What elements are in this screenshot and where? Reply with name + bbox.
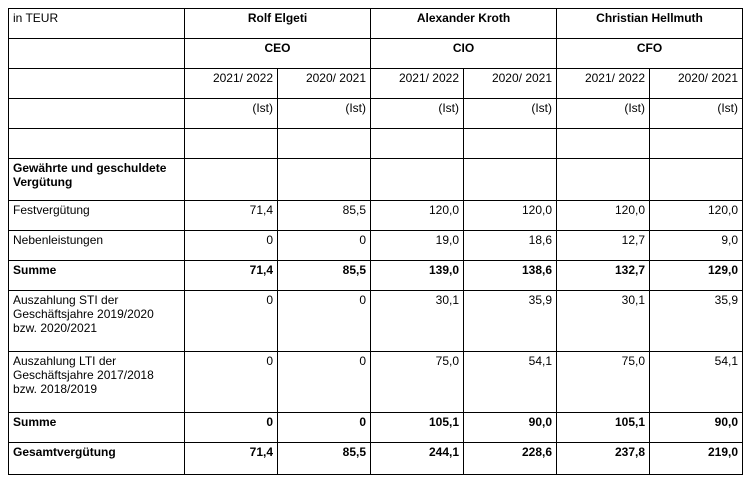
value-cell: 0 [278, 413, 371, 443]
value-cell: 105,1 [557, 413, 650, 443]
ist-label: (Ist) [464, 99, 557, 129]
value-cell: 120,0 [464, 201, 557, 231]
table-row-summe-1 [9, 261, 743, 291]
value-cell: 0 [278, 352, 371, 413]
value-cell: 9,0 [650, 231, 743, 261]
value-cell: 138,6 [464, 261, 557, 291]
value-cell: 228,6 [464, 443, 557, 475]
empty-cell [371, 129, 464, 159]
table-row-lti [9, 352, 743, 413]
table-row-summe-2 [9, 413, 743, 443]
row-label: Summe [9, 413, 185, 443]
year-header: 2020/ 2021 [278, 69, 371, 99]
empty-cell [185, 129, 278, 159]
year-header: 2020/ 2021 [650, 69, 743, 99]
ist-row [9, 99, 743, 129]
row-label: Summe [9, 261, 185, 291]
value-cell: 71,4 [185, 443, 278, 475]
value-cell: 139,0 [371, 261, 464, 291]
unit-label: in TEUR [9, 9, 185, 39]
empty-cell [278, 129, 371, 159]
value-cell: 35,9 [464, 291, 557, 352]
value-cell: 71,4 [185, 201, 278, 231]
value-cell: 237,8 [557, 443, 650, 475]
ist-label: (Ist) [557, 99, 650, 129]
row-label: Nebenleistungen [9, 231, 185, 261]
value-cell: 0 [185, 291, 278, 352]
value-cell: 85,5 [278, 443, 371, 475]
empty-cell [9, 99, 185, 129]
executive-name-cio: Alexander Kroth [371, 9, 557, 39]
table-row-sti [9, 291, 743, 352]
value-cell: 71,4 [185, 261, 278, 291]
executive-role-cio: CIO [371, 39, 557, 69]
empty-cell [9, 39, 185, 69]
value-cell: 219,0 [650, 443, 743, 475]
empty-cell [650, 129, 743, 159]
value-cell: 132,7 [557, 261, 650, 291]
section-label: Gewährte und geschuldete Vergütung [9, 159, 185, 201]
value-cell: 75,0 [371, 352, 464, 413]
executive-role-ceo: CEO [185, 39, 371, 69]
ist-label: (Ist) [650, 99, 743, 129]
table-row-gesamtverguetung [9, 443, 743, 475]
empty-cell [371, 159, 464, 201]
executive-name-ceo: Rolf Elgeti [185, 9, 371, 39]
empty-cell [557, 159, 650, 201]
value-cell: 120,0 [557, 201, 650, 231]
value-cell: 54,1 [464, 352, 557, 413]
section-header-row [9, 159, 743, 201]
executive-role-cfo: CFO [557, 39, 743, 69]
table-row-nebenleistungen [9, 231, 743, 261]
row-label: Auszahlung LTI der Geschäftsjahre 2017/2018 bzw. 2018/2019 [9, 352, 185, 413]
value-cell: 90,0 [650, 413, 743, 443]
value-cell: 105,1 [371, 413, 464, 443]
value-cell: 120,0 [371, 201, 464, 231]
value-cell: 30,1 [371, 291, 464, 352]
year-header: 2020/ 2021 [464, 69, 557, 99]
value-cell: 12,7 [557, 231, 650, 261]
empty-cell [557, 129, 650, 159]
value-cell: 0 [185, 413, 278, 443]
table-row-festverguetung [9, 201, 743, 231]
value-cell: 30,1 [557, 291, 650, 352]
year-header: 2021/ 2022 [185, 69, 278, 99]
executive-role-row [9, 39, 743, 69]
empty-cell [464, 129, 557, 159]
value-cell: 90,0 [464, 413, 557, 443]
empty-cell [9, 129, 185, 159]
ist-label: (Ist) [371, 99, 464, 129]
fiscal-year-row [9, 69, 743, 99]
value-cell: 85,5 [278, 201, 371, 231]
executive-name-cfo: Christian Hellmuth [557, 9, 743, 39]
value-cell: 244,1 [371, 443, 464, 475]
year-header: 2021/ 2022 [557, 69, 650, 99]
year-header: 2021/ 2022 [371, 69, 464, 99]
value-cell: 129,0 [650, 261, 743, 291]
value-cell: 18,6 [464, 231, 557, 261]
row-label: Auszahlung STI der Geschäftsjahre 2019/2020 bzw. 2020/2021 [9, 291, 185, 352]
empty-cell [464, 159, 557, 201]
value-cell: 75,0 [557, 352, 650, 413]
spacer-row [9, 129, 743, 159]
empty-cell [278, 159, 371, 201]
ist-label: (Ist) [278, 99, 371, 129]
value-cell: 120,0 [650, 201, 743, 231]
value-cell: 54,1 [650, 352, 743, 413]
value-cell: 19,0 [371, 231, 464, 261]
empty-cell [185, 159, 278, 201]
executive-name-row [9, 9, 743, 39]
value-cell: 0 [278, 291, 371, 352]
compensation-table [8, 8, 743, 475]
value-cell: 35,9 [650, 291, 743, 352]
value-cell: 0 [185, 352, 278, 413]
row-label: Festvergütung [9, 201, 185, 231]
ist-label: (Ist) [185, 99, 278, 129]
empty-cell [650, 159, 743, 201]
row-label: Gesamtvergütung [9, 443, 185, 475]
value-cell: 0 [278, 231, 371, 261]
value-cell: 0 [185, 231, 278, 261]
empty-cell [9, 69, 185, 99]
value-cell: 85,5 [278, 261, 371, 291]
